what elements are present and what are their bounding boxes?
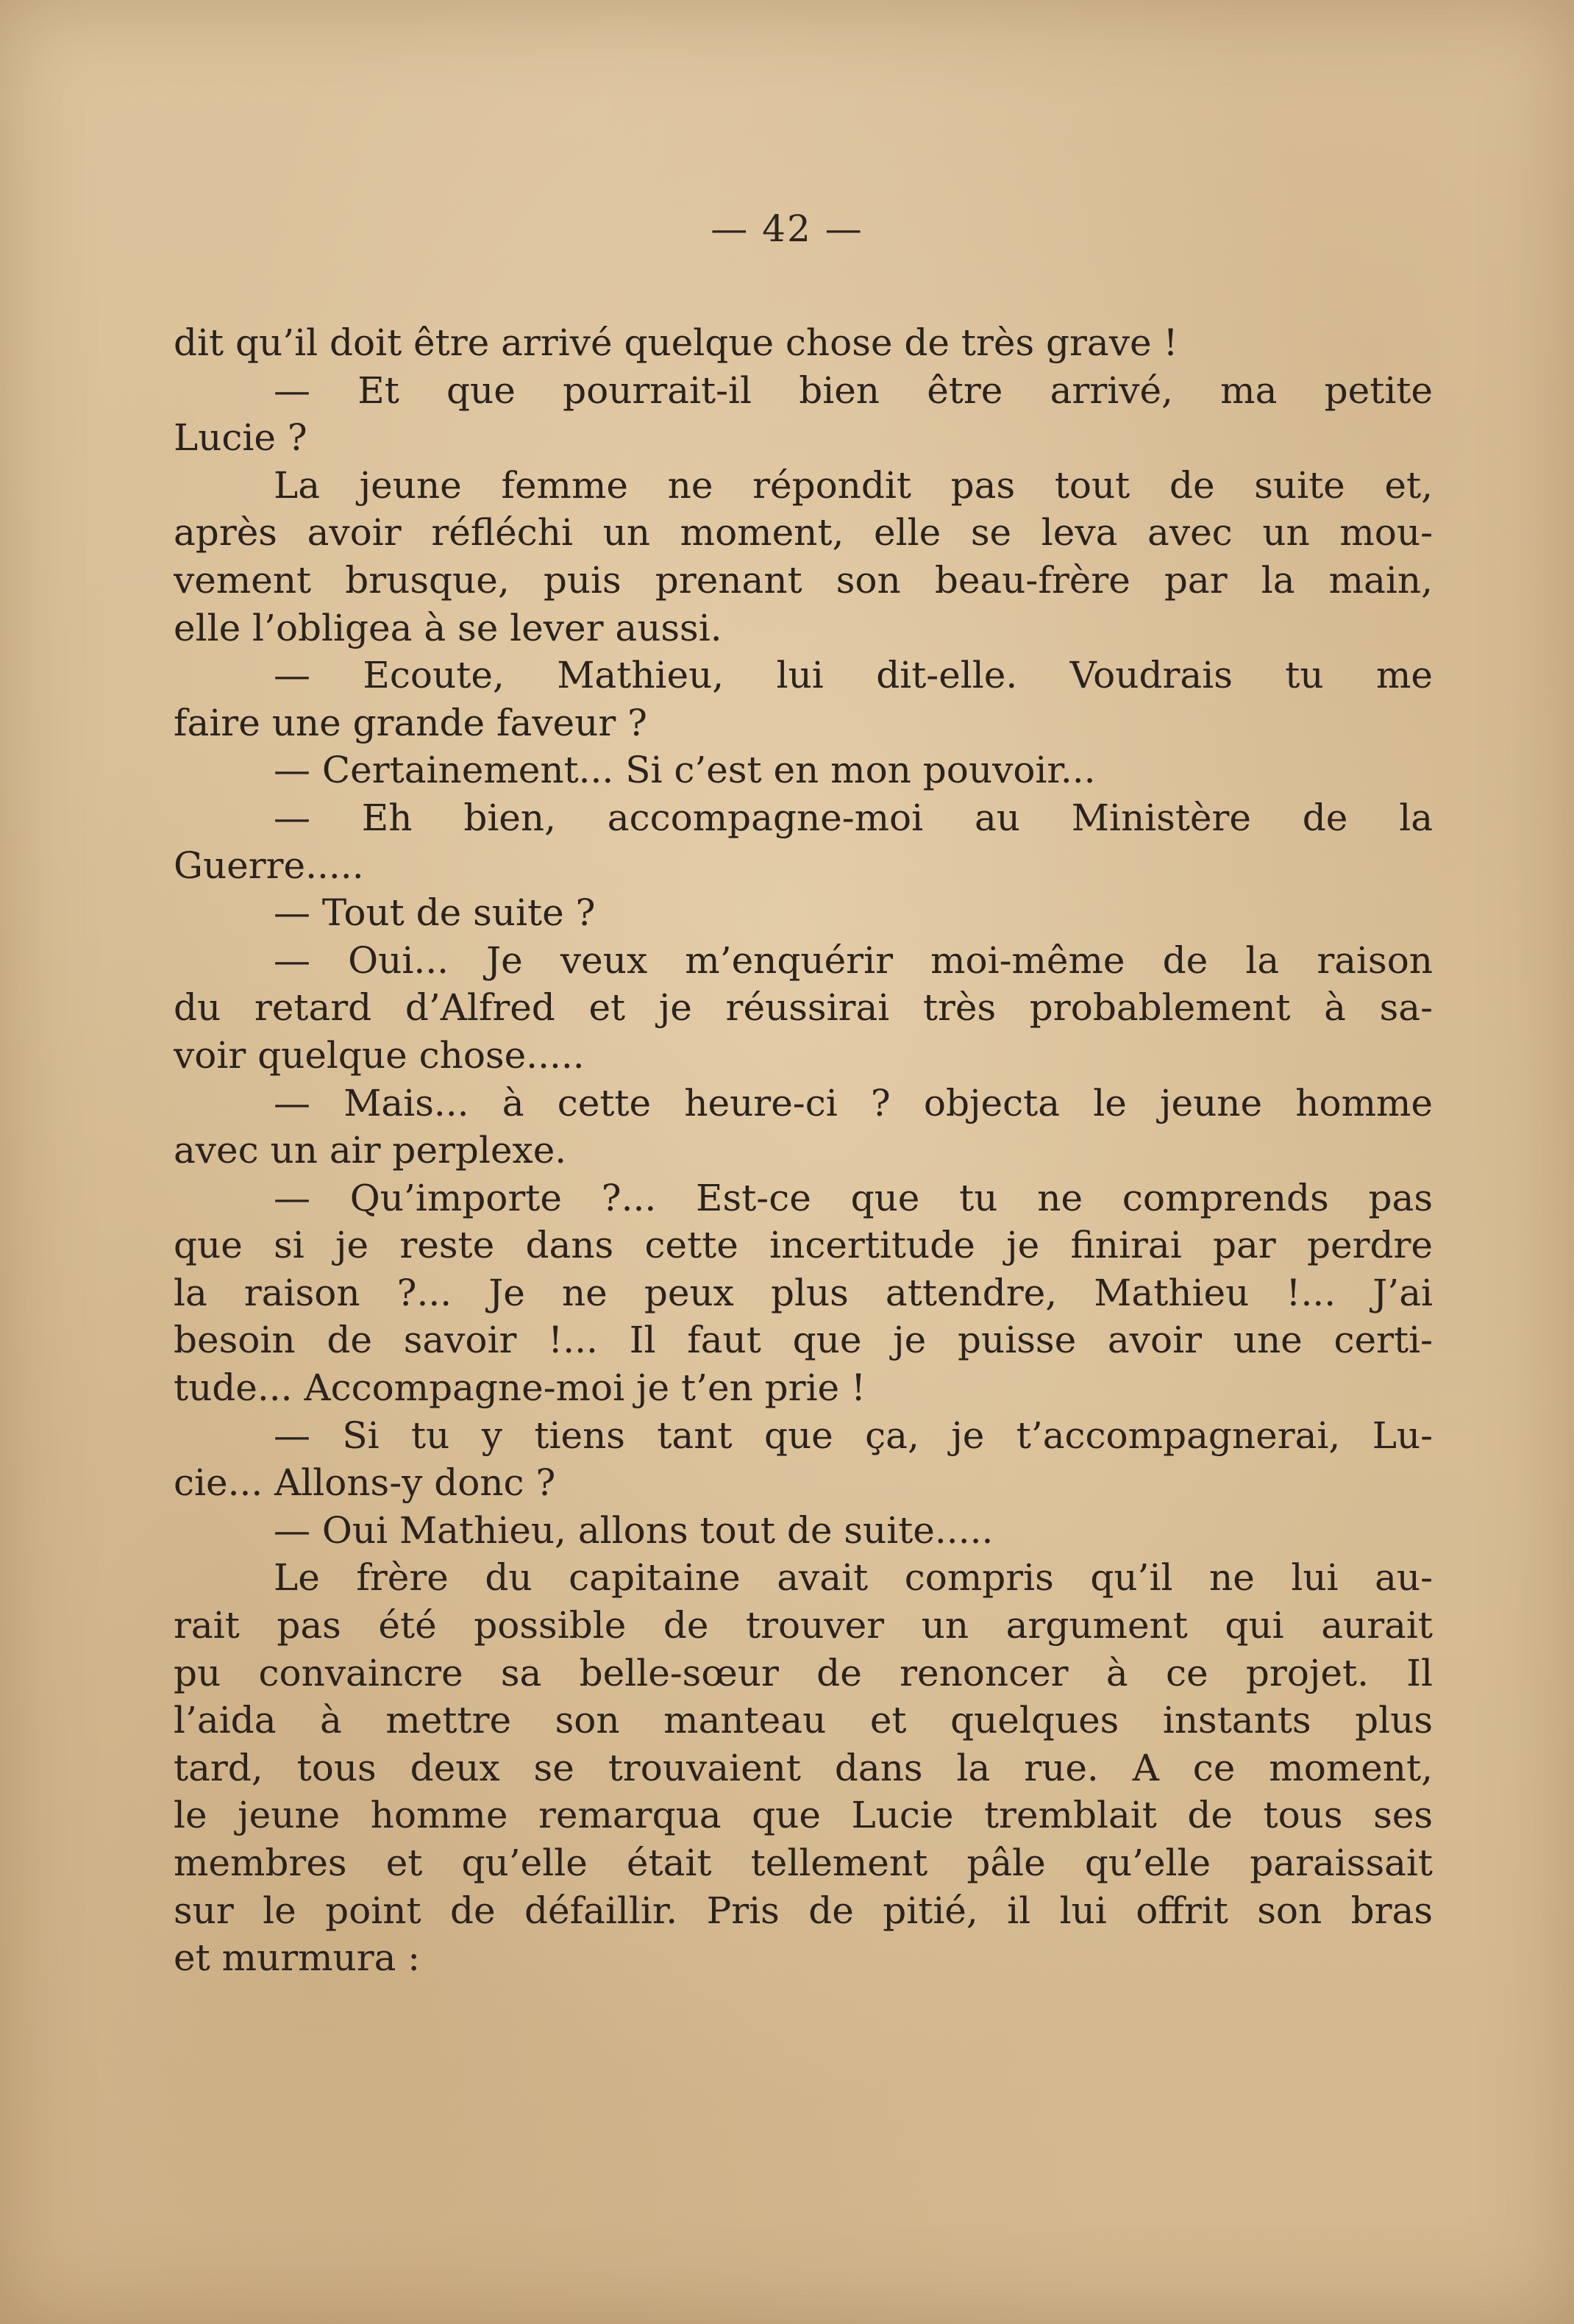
text-line: la raison ?... Je ne peux plus attendre, Mathieu !... J’ai — [174, 1271, 1433, 1314]
text-line: — Tout de suite ? — [274, 891, 596, 935]
text-line: Lucie ? — [174, 416, 307, 460]
text-line: que si je reste dans cette incertitude je finirai par perdre — [174, 1224, 1433, 1267]
text-line: avec un air perplexe. — [174, 1129, 567, 1172]
text-line: besoin de savoir !... Il faut que je puisse avoir une certi- — [174, 1319, 1433, 1362]
text-line: dit qu’il doit être arrivé quelque chose de très grave ! — [174, 321, 1178, 364]
text-line: — Eh bien, accompagne-moi au Ministère de la — [274, 796, 1433, 839]
text-line: rait pas été possible de trouver un argument qui aurait — [174, 1604, 1433, 1647]
text-line: du retard d’Alfred et je réussirai très probablement à sa- — [174, 986, 1433, 1030]
text-line: — Oui Mathieu, allons tout de suite..... — [274, 1508, 994, 1552]
text-line: — Oui... Je veux m’enquérir moi-même de la raison — [274, 938, 1433, 982]
text-line: — Qu’importe ?... Est-ce que tu ne comprends pas — [274, 1176, 1433, 1219]
page-number: — 42 — — [711, 207, 863, 250]
text-line: — Et que pourrait-il bien être arrivé, ma petite — [274, 368, 1433, 412]
text-line: cie... Allons-y donc ? — [174, 1461, 556, 1505]
text-line: Le frère du capitaine avait compris qu’il ne lui au- — [274, 1556, 1433, 1600]
text-line: sur le point de défaillir. Pris de pitié, il lui offrit son bras — [174, 1889, 1433, 1932]
text-line: Guerre..... — [174, 844, 364, 887]
text-line: l’aida à mettre son manteau et quelques instants plus — [174, 1699, 1433, 1742]
text-line: — Si tu y tiens tant que ça, je t’accompagnerai, Lu- — [274, 1414, 1433, 1457]
page-body-text — [174, 319, 1433, 1982]
text-line: et murmura : — [174, 1936, 421, 1980]
text-line: tude... Accompagne-moi je t’en prie ! — [174, 1366, 866, 1410]
text-line: elle l’obligea à se lever aussi. — [174, 606, 722, 649]
text-line: faire une grande faveur ? — [174, 701, 647, 744]
text-line: vement brusque, puis prenant son beau-frère par la main, — [174, 558, 1433, 602]
text-line: tard, tous deux se trouvaient dans la rue. A ce moment, — [174, 1746, 1433, 1789]
text-line: le jeune homme remarqua que Lucie tremblait de tous ses — [174, 1794, 1433, 1837]
text-line: après avoir réfléchi un moment, elle se leva avec un mou- — [174, 511, 1433, 555]
text-line: — Mais... à cette heure-ci ? objecta le jeune homme — [274, 1081, 1433, 1124]
text-line: membres et qu’elle était tellement pâle qu’elle paraissait — [174, 1842, 1433, 1884]
text-line: pu convaincre sa belle-sœur de renoncer à ce projet. Il — [174, 1651, 1433, 1694]
text-line: La jeune femme ne répondit pas tout de suite et, — [274, 463, 1433, 507]
text-line: voir quelque chose..... — [174, 1033, 585, 1077]
text-line: — Certainement... Si c’est en mon pouvoir... — [274, 749, 1096, 792]
text-line: — Ecoute, Mathieu, lui dit-elle. Voudrais tu me — [274, 654, 1433, 697]
